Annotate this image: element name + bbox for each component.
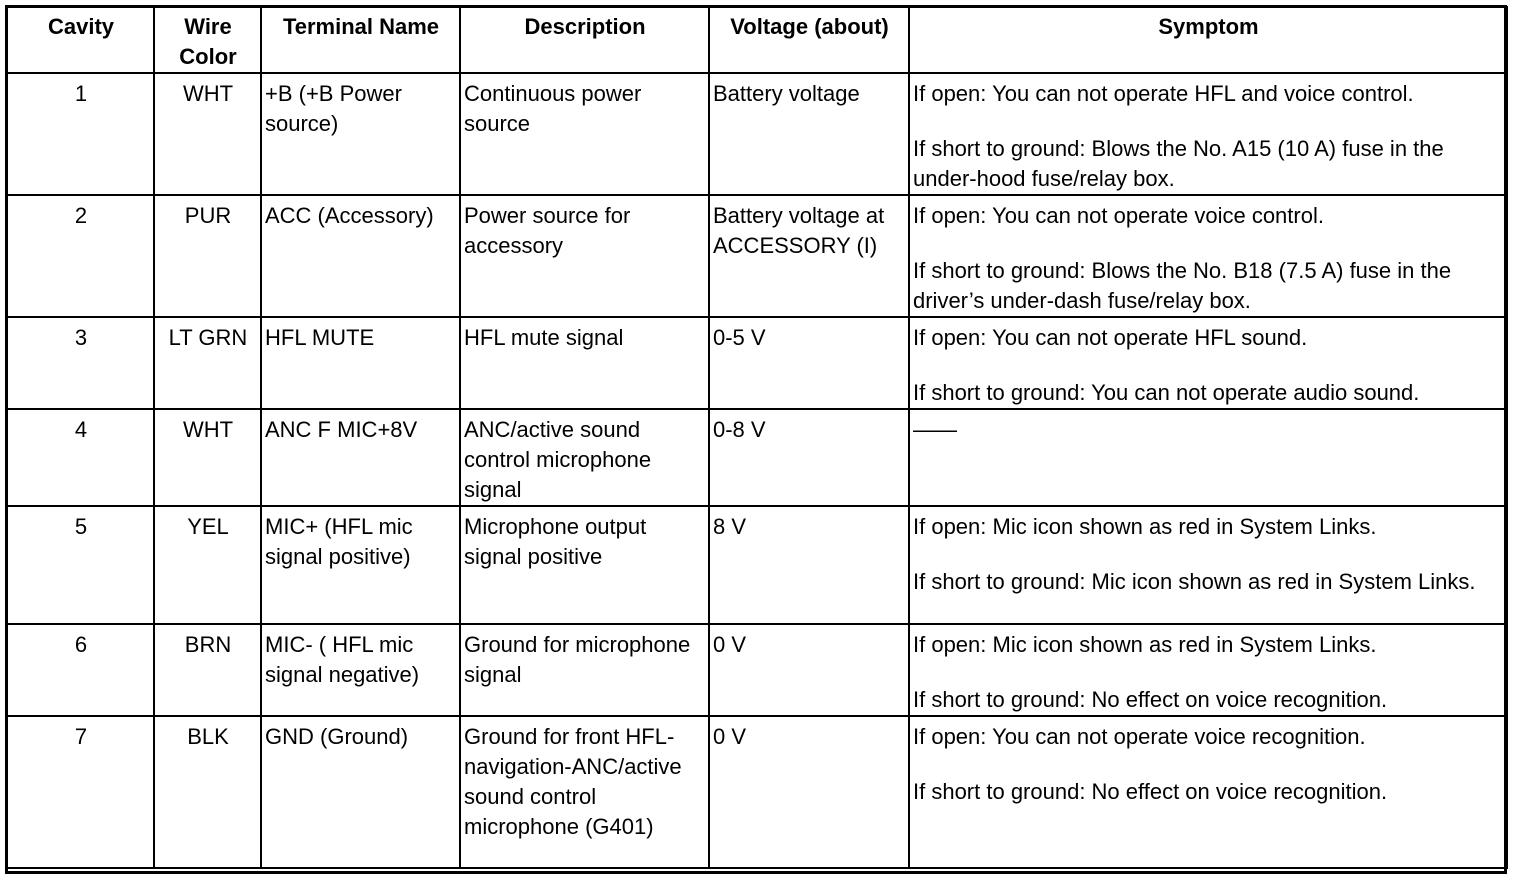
table-row xyxy=(7,195,1507,317)
table-row xyxy=(7,409,1507,506)
symptom-dash: —— xyxy=(913,417,957,442)
table-row xyxy=(7,317,1507,409)
symptom-short: If short to ground: No effect on voice recognition. xyxy=(913,779,1388,804)
wire-color-cell: YEL xyxy=(154,506,261,624)
wire-color-cell: PUR xyxy=(154,195,261,317)
table-row xyxy=(7,624,1507,716)
description-cell: Continuous power source xyxy=(460,73,709,195)
voltage-cell: 8 V xyxy=(709,506,909,624)
symptom-short: If short to ground: No effect on voice recognition. xyxy=(913,687,1388,712)
symptom-cell xyxy=(909,409,1507,506)
symptom-open: If open: You can not operate voice control. xyxy=(913,203,1324,228)
terminal-name-cell: ANC F MIC+8V xyxy=(261,409,460,506)
terminal-name-cell: MIC+ (HFL mic signal positive) xyxy=(261,506,460,624)
header-terminal-name: Terminal Name xyxy=(261,7,460,73)
symptom-open: If open: You can not operate HFL and voice control. xyxy=(913,81,1414,106)
symptom-cell xyxy=(909,195,1507,317)
symptom-open: If open: You can not operate voice recognition. xyxy=(913,724,1366,749)
terminal-name-cell: ACC (Accessory) xyxy=(261,195,460,317)
symptom-short: If short to ground: Blows the No. B18 (7.5 A) fuse in the driver’s under-dash fuse/relay box. xyxy=(913,258,1452,313)
symptom-cell xyxy=(909,73,1507,195)
connector-pinout-table xyxy=(6,6,1508,869)
description-cell: HFL mute signal xyxy=(460,317,709,409)
cavity-cell: 2 xyxy=(7,195,154,317)
header-voltage: Voltage (about) xyxy=(709,7,909,73)
cavity-cell: 5 xyxy=(7,506,154,624)
wire-color-cell: WHT xyxy=(154,409,261,506)
terminal-name-cell: MIC- ( HFL mic signal negative) xyxy=(261,624,460,716)
description-cell: Ground for microphone signal xyxy=(460,624,709,716)
symptom-short: If short to ground: You can not operate audio sound. xyxy=(913,380,1420,405)
terminal-name-cell: HFL MUTE xyxy=(261,317,460,409)
pinout-sheet xyxy=(6,6,1506,869)
header-symptom: Symptom xyxy=(909,7,1507,73)
header-cavity: Cavity xyxy=(7,7,154,73)
cavity-cell: 6 xyxy=(7,624,154,716)
wire-color-cell: BRN xyxy=(154,624,261,716)
symptom-open: If open: Mic icon shown as red in System Links. xyxy=(913,514,1377,539)
symptom-short: If short to ground: Mic icon shown as red in System Links. xyxy=(913,569,1476,594)
symptom-open: If open: Mic icon shown as red in System Links. xyxy=(913,632,1377,657)
symptom-cell xyxy=(909,624,1507,716)
terminal-name-cell: +B (+B Power source) xyxy=(261,73,460,195)
description-cell: Microphone output signal positive xyxy=(460,506,709,624)
voltage-cell: Battery voltage at ACCESSORY (I) xyxy=(709,195,909,317)
symptom-cell xyxy=(909,317,1507,409)
header-description: Description xyxy=(460,7,709,73)
wire-color-cell: WHT xyxy=(154,73,261,195)
cavity-cell: 3 xyxy=(7,317,154,409)
header-row xyxy=(7,7,1507,73)
voltage-cell: 0-8 V xyxy=(709,409,909,506)
voltage-cell: 0 V xyxy=(709,624,909,716)
cavity-cell: 4 xyxy=(7,409,154,506)
cavity-cell: 7 xyxy=(7,716,154,868)
table-row xyxy=(7,716,1507,868)
header-wire-color: Wire Color xyxy=(154,7,261,73)
terminal-name-cell: GND (Ground) xyxy=(261,716,460,868)
description-cell: Power source for accessory xyxy=(460,195,709,317)
wire-color-cell: LT GRN xyxy=(154,317,261,409)
description-cell: ANC/active sound control microphone signal xyxy=(460,409,709,506)
description-cell: Ground for front HFL-navigation-ANC/active sound control microphone (G401) xyxy=(460,716,709,868)
voltage-cell: Battery voltage xyxy=(709,73,909,195)
wire-color-cell: BLK xyxy=(154,716,261,868)
voltage-cell: 0-5 V xyxy=(709,317,909,409)
table-row xyxy=(7,73,1507,195)
symptom-cell xyxy=(909,716,1507,868)
symptom-cell xyxy=(909,506,1507,624)
symptom-open: If open: You can not operate HFL sound. xyxy=(913,325,1308,350)
symptom-short: If short to ground: Blows the No. A15 (10 A) fuse in the under-hood fuse/relay box. xyxy=(913,136,1444,191)
voltage-cell: 0 V xyxy=(709,716,909,868)
cavity-cell: 1 xyxy=(7,73,154,195)
table-row xyxy=(7,506,1507,624)
